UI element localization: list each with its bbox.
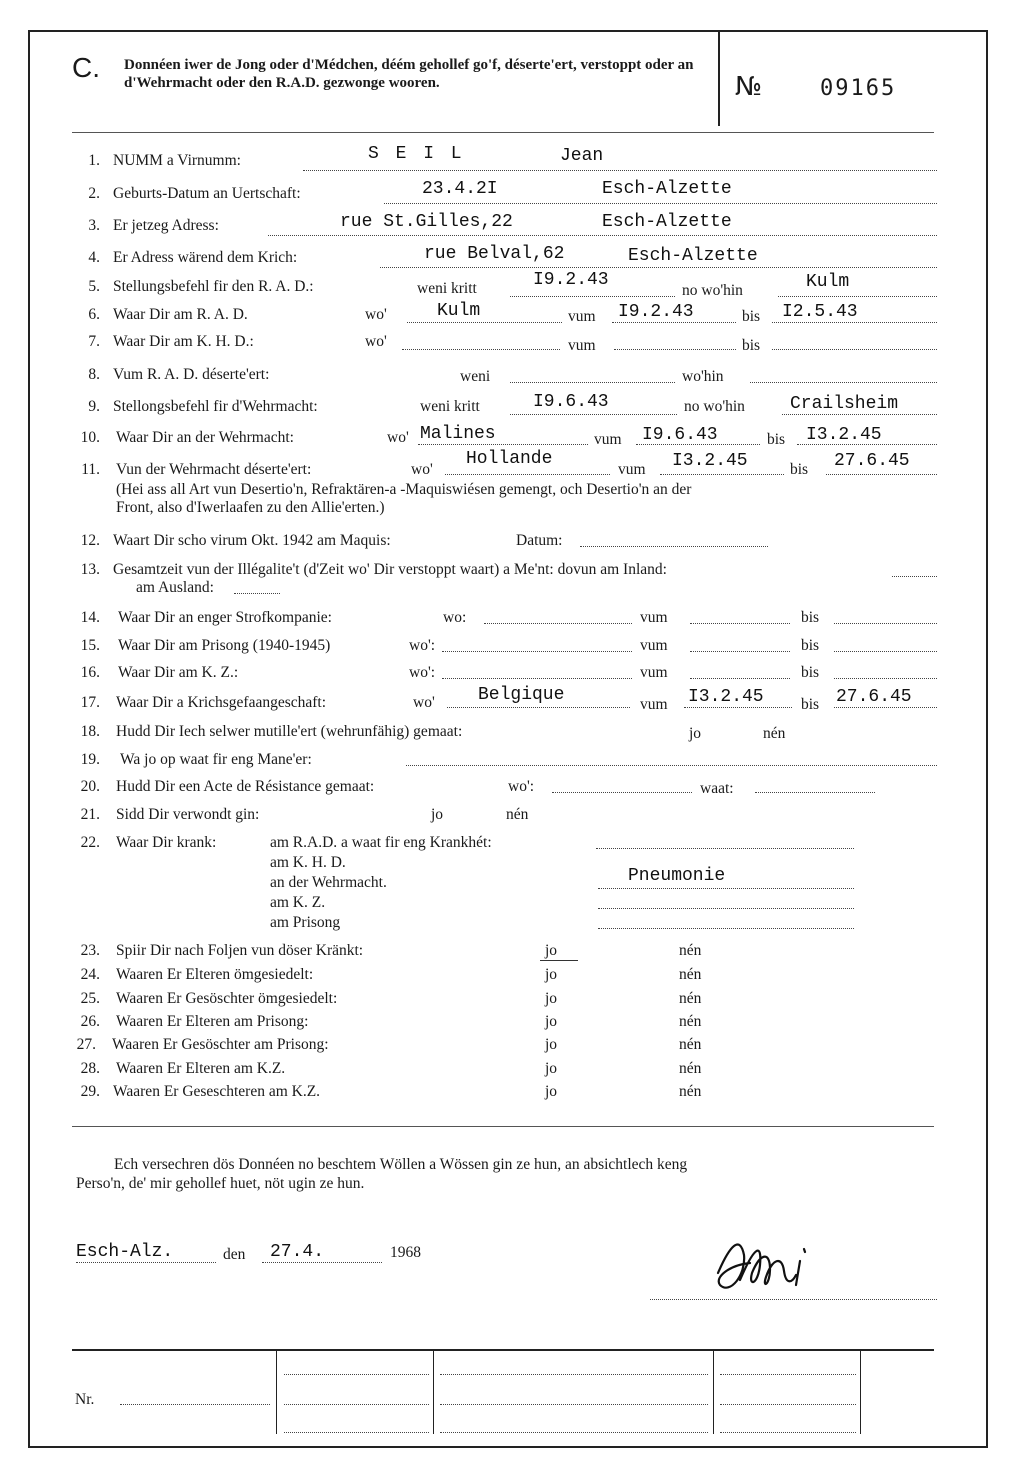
field-label: Waaren Er Elteren ömgesiedelt: (116, 966, 314, 983)
header-text: Donnéen iwer de Jong oder d'Médchen, déém gehollef go'f, déserte'ert, verstoppt oder an d'Wehrmacht oder den R.A.D. gezwonge wooren. (124, 57, 694, 91)
field-label: Vun der Wehrmacht déserte'ert: (116, 461, 312, 478)
declaration-text: Ech versechren dös Donnéen no beschtem Wöllen a Wössen gin ze hun, an absichtlech keng (114, 1156, 688, 1173)
no-option[interactable]: nén (506, 806, 529, 823)
field-label: Waar Dir an enger Strofkompanie: (118, 609, 332, 626)
field-label: NUMM a Virnumm: (113, 152, 241, 169)
yes-option[interactable]: jo (545, 942, 558, 959)
field-label: Vum R. A. D. déserte'ert: (113, 366, 270, 383)
row-number: 16. (80, 664, 100, 681)
row-number: 21. (80, 806, 100, 823)
rad-order-place[interactable]: Kulm (806, 272, 850, 292)
yes-option[interactable]: jo (545, 1013, 558, 1030)
row-number: 19. (80, 751, 100, 768)
pow-from[interactable]: I3.2.45 (688, 687, 764, 707)
no-option[interactable]: nén (679, 1036, 702, 1053)
row-number: 5. (88, 278, 100, 295)
rad-place[interactable]: Kulm (437, 301, 481, 321)
yes-option[interactable]: jo (545, 1036, 558, 1053)
field-label: Waart Dir scho virum Okt. 1942 am Maquis: (113, 532, 391, 549)
yes-option[interactable]: jo (431, 806, 444, 823)
field-label: Waar Dir a Krichsgefaangeschaft: (116, 694, 327, 711)
wm-order-place[interactable]: Crailsheim (790, 394, 899, 414)
war-address-city-value[interactable]: Esch-Alzette (628, 246, 758, 266)
wm-place[interactable]: Malines (420, 424, 496, 444)
row-number: 25. (80, 990, 100, 1007)
year: 1968 (390, 1244, 421, 1261)
field-label: Gesamtzeit vun der Illégalite't (d'Zeit wo' Dir verstoppt waart) a Me'nt: dovun am Inland: (113, 561, 667, 578)
row-number: 27. (76, 1036, 96, 1053)
birthplace-value[interactable]: Esch-Alzette (602, 179, 732, 199)
row-number: 3. (88, 217, 100, 234)
rad-from[interactable]: I9.2.43 (618, 302, 694, 322)
wm-order-date[interactable]: I9.6.43 (533, 392, 609, 412)
field-label: Waaren Er Elteren am K.Z. (116, 1060, 286, 1077)
desert-from[interactable]: I3.2.45 (672, 451, 748, 471)
row-number: 24. (80, 966, 100, 983)
no-option[interactable]: nén (679, 1013, 702, 1030)
yes-option[interactable]: jo (545, 990, 558, 1007)
address-value[interactable]: rue St.Gilles,22 (340, 212, 513, 232)
birthdate-value[interactable]: 23.4.2I (422, 179, 498, 199)
field-label: Waaren Er Geseschteren am K.Z. (113, 1083, 321, 1100)
yes-option[interactable]: jo (545, 1083, 558, 1100)
field-label: Waar Dir am Prisong (1940-1945) (118, 637, 331, 654)
field-label: Waar Dir an der Wehrmacht: (116, 429, 294, 446)
rad-to[interactable]: I2.5.43 (782, 302, 858, 322)
field-label: Hudd Dir Iech selwer mutille'ert (wehrunfähig) gemaat: (116, 723, 463, 740)
row-number: 29. (80, 1083, 100, 1100)
header-divider (718, 32, 720, 126)
form-number: 09165 (820, 76, 897, 101)
place-value[interactable]: Esch-Alz. (76, 1242, 174, 1262)
row-number: 1. (88, 152, 100, 169)
desert-place[interactable]: Hollande (466, 449, 553, 469)
field-label: Sidd Dir verwondt gin: (116, 806, 260, 823)
field-label: Waar Dir krank: (116, 834, 217, 851)
row-number: 6. (88, 306, 100, 323)
desert-to[interactable]: 27.6.45 (834, 451, 910, 471)
note: Front, also d'Iwerlaafen zu den Allie'erten.) (116, 499, 385, 516)
no-option[interactable]: nén (679, 1083, 702, 1100)
signature (700, 1225, 830, 1305)
row-number: 4. (88, 249, 100, 266)
row-number: 17. (80, 694, 100, 711)
row-number: 28. (80, 1060, 100, 1077)
no-option[interactable]: nén (679, 966, 702, 983)
declaration-text: Perso'n, de' mir gehollef huet, nöt ugin ze hun. (76, 1175, 365, 1192)
row-number: 13. (80, 561, 100, 578)
field-label: Er Adress wärend dem Krich: (113, 249, 298, 266)
field-label: Waar Dir am K. Z.: (118, 664, 239, 681)
war-address-value[interactable]: rue Belval,62 (424, 244, 565, 264)
field-label: Stellungsbefehl fir den R. A. D.: (113, 278, 314, 295)
underline-mark (540, 960, 578, 961)
yes-option[interactable]: jo (689, 725, 702, 742)
pow-to[interactable]: 27.6.45 (836, 687, 912, 707)
no-option[interactable]: nén (679, 1060, 702, 1077)
field-label: Waaren Er Gesöschter ömgesiedelt: (116, 990, 338, 1007)
row-number: 26. (80, 1013, 100, 1030)
field-label: Wa jo op waat fir eng Mane'er: (120, 751, 312, 768)
row-number: 23. (80, 942, 100, 959)
date-value[interactable]: 27.4. (270, 1242, 325, 1262)
address-city-value[interactable]: Esch-Alzette (602, 212, 732, 232)
no-option[interactable]: nén (679, 990, 702, 1007)
wm-to[interactable]: I3.2.45 (806, 425, 882, 445)
pow-place[interactable]: Belgique (478, 685, 565, 705)
note: (Hei ass all Art vun Desertio'n, Refraktären-a -Maquiswiésen gemengt, och Desertio'n an der (116, 481, 692, 498)
firstname-value[interactable]: Jean (560, 146, 604, 166)
row-number: 10. (80, 429, 100, 446)
field-label: Waar Dir am R. A. D. (113, 306, 248, 323)
row-number: 18. (80, 723, 100, 740)
section-letter: C. (72, 52, 100, 83)
row-number: 8. (88, 366, 100, 383)
footer-rule (72, 1349, 934, 1351)
yes-option[interactable]: jo (545, 966, 558, 983)
yes-option[interactable]: jo (545, 1060, 558, 1077)
row-number: 15. (80, 637, 100, 654)
field-label: Hudd Dir een Acte de Résistance gemaat: (116, 778, 375, 795)
nr-label: Nr. (75, 1391, 95, 1408)
field-label: Waaren Er Gesöschter am Prisong: (112, 1036, 329, 1053)
name-value[interactable]: S E I L (368, 144, 465, 164)
row-number: 2. (88, 185, 100, 202)
field-label: Waaren Er Elteren am Prisong: (116, 1013, 309, 1030)
field-label: Er jetzeg Adress: (113, 217, 219, 234)
field-label: Spiir Dir nach Foljen vun döser Kränkt: (116, 942, 364, 959)
row-number: 7. (88, 333, 100, 350)
row-number: 14. (80, 609, 100, 626)
illness-value[interactable]: Pneumonie (628, 866, 726, 886)
no-option[interactable]: nén (763, 725, 786, 742)
header-rule (72, 132, 934, 133)
no-option[interactable]: nén (679, 942, 702, 959)
field-label: Stellongsbefehl fir d'Wehrmacht: (113, 398, 318, 415)
field-label: Geburts-Datum an Uertschaft: (113, 185, 301, 202)
wm-from[interactable]: I9.6.43 (642, 425, 718, 445)
row-number: 11. (81, 461, 100, 478)
row-number: 12. (80, 532, 100, 549)
number-symbol: № (735, 72, 763, 102)
rad-order-date[interactable]: I9.2.43 (533, 270, 609, 290)
row-number: 22. (80, 834, 100, 851)
section-rule (72, 1126, 934, 1127)
row-number: 20. (80, 778, 100, 795)
field-label: Waar Dir am K. H. D.: (113, 333, 254, 350)
row-number: 9. (88, 398, 100, 415)
